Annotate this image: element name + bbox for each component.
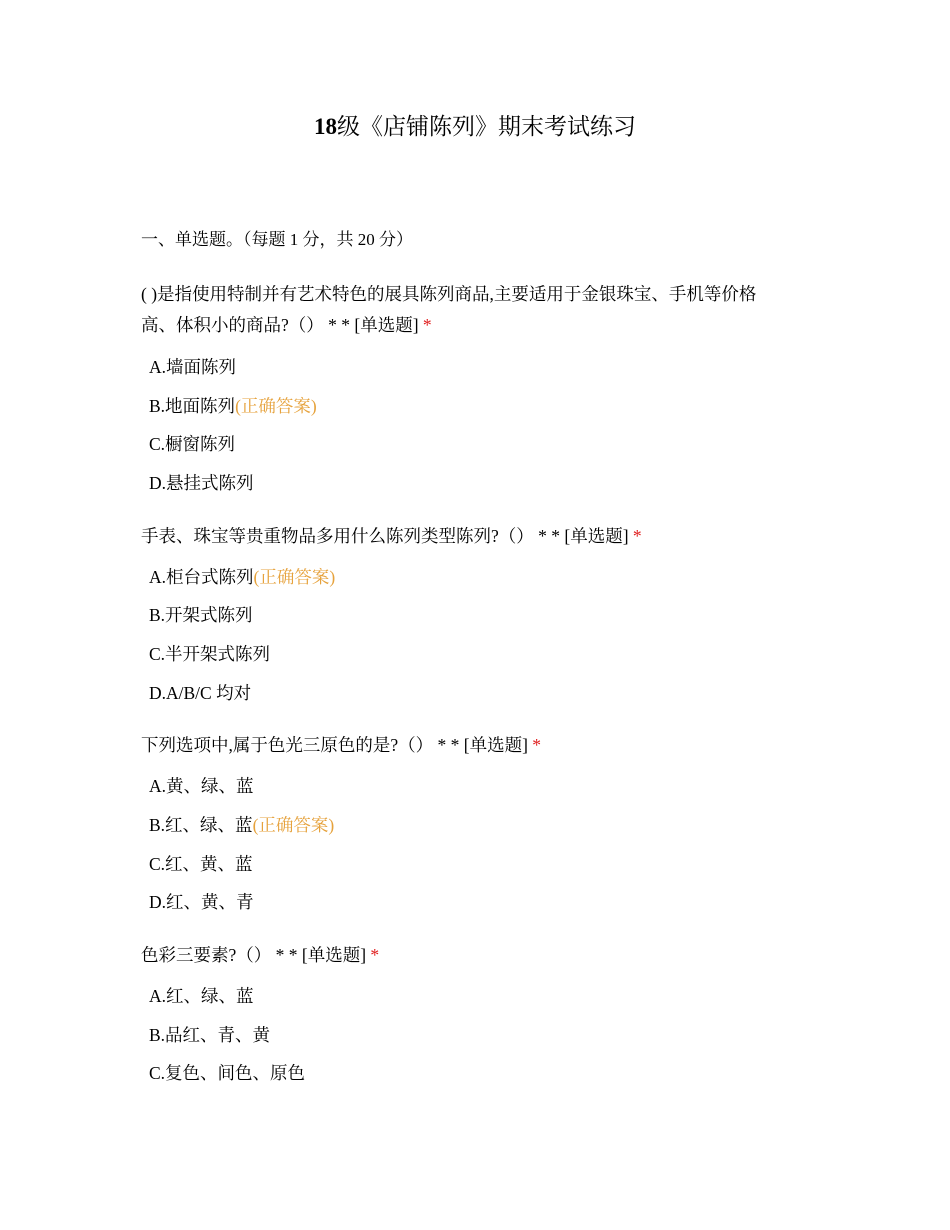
question-3-option-c: C.红、黄、蓝 [149, 854, 253, 874]
required-mark: * [370, 945, 380, 965]
question-2-option-d: D.A/B/C 均对 [149, 683, 252, 703]
question-3-line-1: 下列选项中,属于色光三原色的是?（） * * [单选题] * [141, 735, 542, 755]
question-4-option-b: B.品红、青、黄 [149, 1025, 271, 1045]
correct-answer-tag: (正确答案) [253, 567, 336, 587]
question-2-line-1: 手表、珠宝等贵重物品多用什么陈列类型陈列?（） * * [单选题] * [141, 526, 642, 546]
question-1-option-c: C.橱窗陈列 [149, 434, 236, 454]
correct-answer-tag: (正确答案) [252, 815, 335, 835]
question-4-option-c: C.复色、间色、原色 [149, 1063, 306, 1083]
question-1-line-1: ( )是指使用特制并有艺术特色的展具陈列商品,主要适用于金银珠宝、手机等价格 [141, 284, 757, 304]
title-text: 级《店铺陈列》期末考试练习 [337, 114, 636, 139]
question-3-option-d: D.红、黄、青 [149, 892, 254, 912]
question-4-option-a: A.红、绿、蓝 [149, 986, 254, 1006]
title-number: 18 [314, 114, 337, 139]
question-1-option-b: B.地面陈列(正确答案) [149, 396, 317, 416]
correct-answer-tag: (正确答案) [235, 396, 317, 416]
section-heading: 一、单选题。（每题 1 分，共 20 分） [141, 230, 413, 249]
question-2-option-a: A.柜台式陈列(正确答案) [149, 567, 336, 587]
question-3-option-b: B.红、绿、蓝(正确答案) [149, 815, 335, 835]
page-title [0, 112, 950, 142]
required-mark: * [632, 526, 642, 546]
question-2-option-c: C.半开架式陈列 [149, 644, 271, 664]
question-4-line-1: 色彩三要素?（） * * [单选题] * [141, 945, 380, 965]
question-2-option-b: B.开架式陈列 [149, 605, 253, 625]
question-1-line-2: 高、体积小的商品?（） * * [单选题] * [141, 315, 432, 335]
question-3-option-a: A.黄、绿、蓝 [149, 776, 254, 796]
question-1-option-d: D.悬挂式陈列 [149, 473, 254, 493]
required-mark: * [422, 315, 432, 335]
required-mark: * [532, 735, 542, 755]
question-1-option-a: A.墙面陈列 [149, 357, 237, 377]
